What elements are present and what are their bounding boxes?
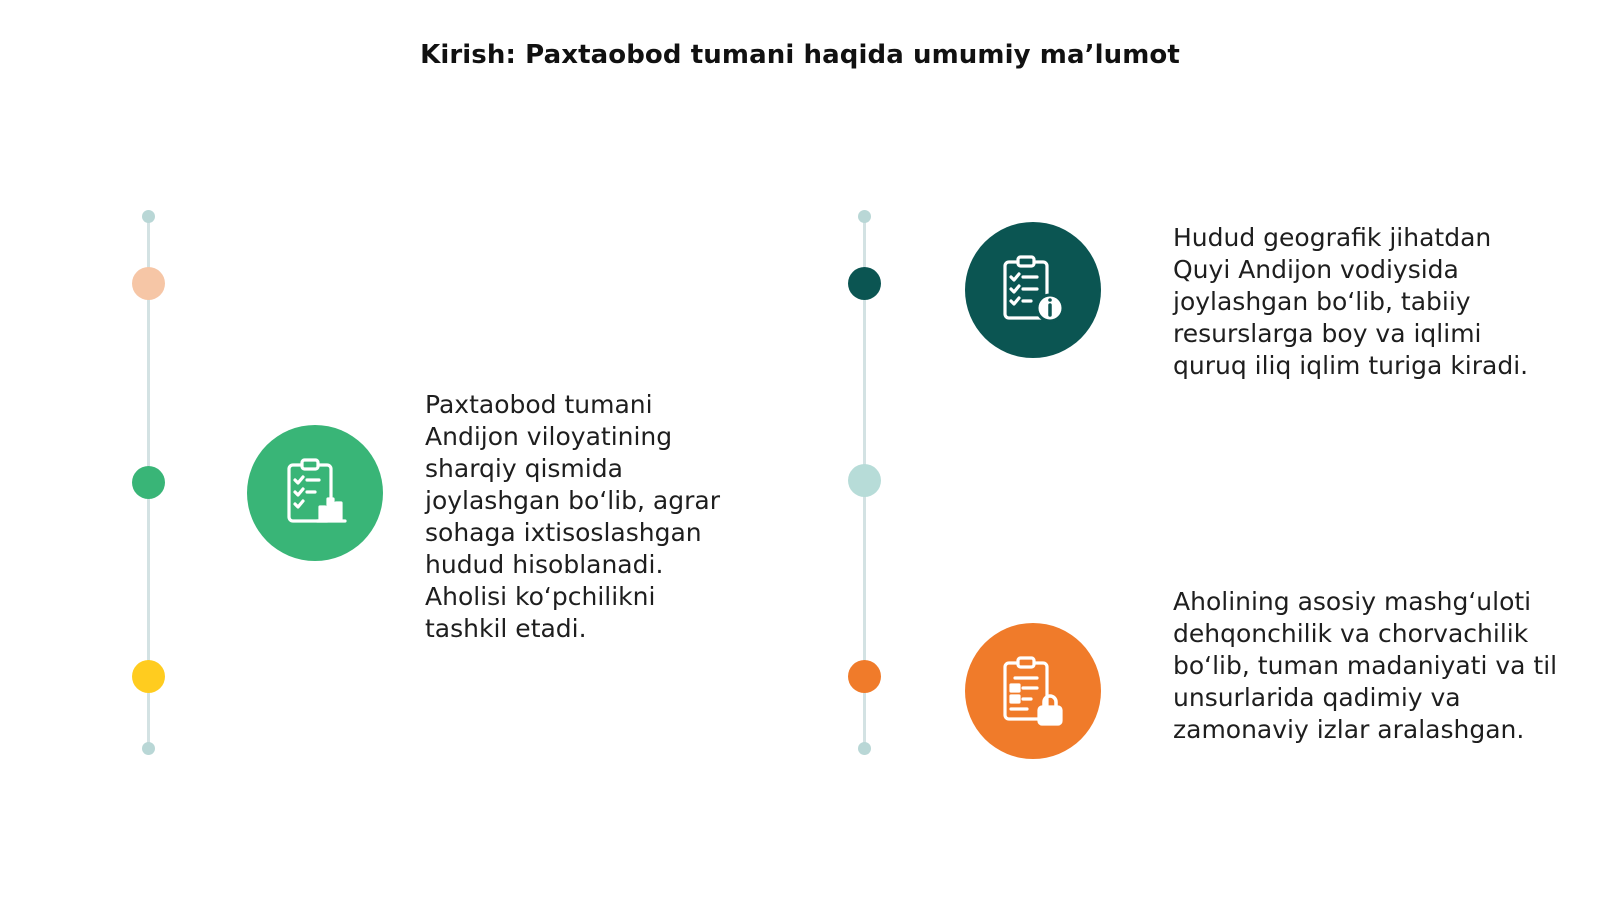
clipboard-chart-icon	[275, 453, 355, 533]
item-1-text: Paxtaobod tumani Andijon viloyatining sharqiy qismida joylashgan bo‘lib, agrar sohaga ixtisoslashgan hudud hisoblanadi. Aholisi ko‘pchilikni tashkil etadi.	[425, 390, 720, 643]
page-title: Kirish: Paxtaobod tumani haqida umumiy ma’lumot	[420, 40, 1180, 70]
timeline-end-cap	[142, 742, 155, 755]
item-1-icon-circle	[247, 425, 383, 561]
timeline-end-cap	[858, 742, 871, 755]
clipboard-lock-icon	[993, 651, 1073, 731]
clipboard-info-icon	[993, 250, 1073, 330]
timeline-dot-dark-teal	[848, 267, 881, 300]
timeline-dot-orange	[848, 660, 881, 693]
timeline-left	[129, 210, 169, 760]
item-3-icon-circle	[965, 623, 1101, 759]
timeline-dot-yellow	[132, 660, 165, 693]
timeline-start-cap	[142, 210, 155, 223]
timeline-right	[845, 210, 885, 760]
item-2-icon-circle	[965, 222, 1101, 358]
timeline-start-cap	[858, 210, 871, 223]
item-3-text: Aholining asosiy mashg‘uloti dehqonchilik va chorvachilik bo‘lib, tuman madaniyati va til unsurlarida qadimiy va zamonaviy izlar aralashgan.	[1173, 587, 1558, 744]
timeline-dot-light-teal	[848, 464, 881, 497]
timeline-dot-peach	[132, 267, 165, 300]
item-2-text: Hudud geografik jihatdan Quyi Andijon vodiysida joylashgan bo‘lib, tabiiy resurslarga boy va iqlimi quruq iliq iqlim turiga kiradi.	[1173, 223, 1529, 380]
timeline-dot-green	[132, 466, 165, 499]
